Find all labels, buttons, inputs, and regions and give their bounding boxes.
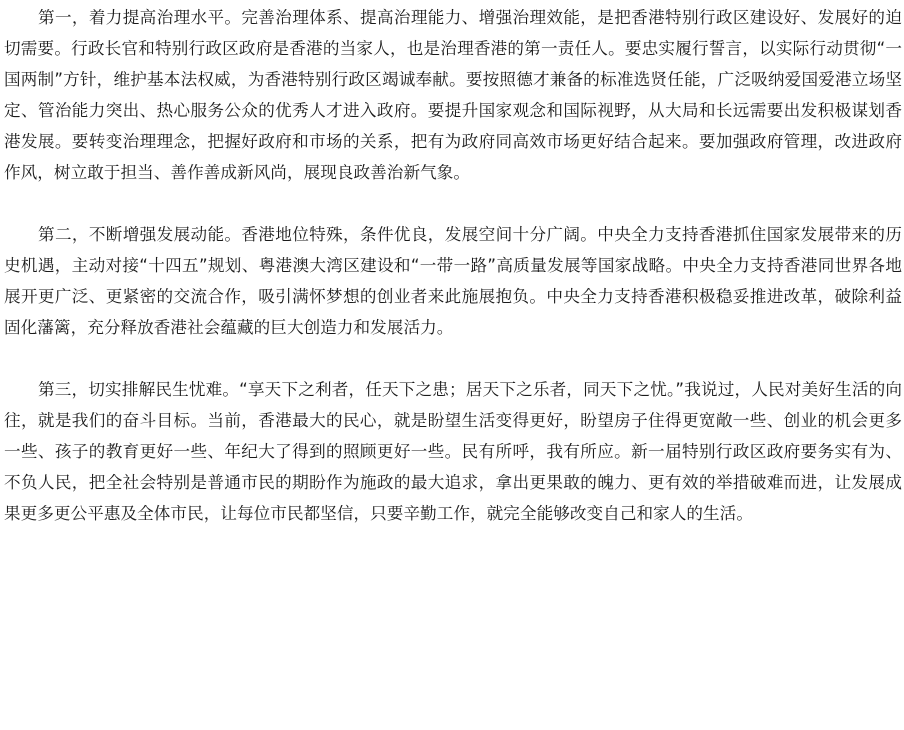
- paragraph-3: 第三，切实排解民生忧难。“享天下之利者，任天下之患；居天下之乐者，同天下之忧。”我说过，人民对美好生活的向往，就是我们的奋斗目标。当前，香港最大的民心，就是盼望生活变得更好，盼望房子住得更宽敞一些、创业的机会更多一些、孩子的教育更好一些、年纪大了得到的照顾更好一些。民有所呼，我有所应。新一届特别行政区政府要务实有为、不负人民，把全社会特别是普通市民的期盼作为施政的最大追求，拿出更果敢的魄力、更有效的举措破难而进，让发展成果更多更公平惠及全体市民，让每位市民都坚信，只要辛勤工作，就完全能够改变自己和家人的生活。: [4, 380, 902, 523]
- paragraph-2: 第二，不断增强发展动能。香港地位特殊，条件优良，发展空间十分广阔。中央全力支持香港抓住国家发展带来的历史机遇，主动对接“十四五”规划、粤港澳大湾区建设和“一带一路”高质量发展等国家战略。中央全力支持香港同世界各地展开更广泛、更紧密的交流合作，吸引满怀梦想的创业者来此施展抱负。中央全力支持香港积极稳妥推进改革，破除利益固化藩篱，充分释放香港社会蕴藏的巨大创造力和发展活力。: [4, 225, 902, 337]
- paragraph-1: 第一，着力提高治理水平。完善治理体系、提高治理能力、增强治理效能，是把香港特别行政区建设好、发展好的迫切需要。行政长官和特别行政区政府是香港的当家人，也是治理香港的第一责任人。要忠实履行誓言，以实际行动贯彻“一国两制”方针，维护基本法权威，为香港特别行政区竭诚奉献。要按照德才兼备的标准选贤任能，广泛吸纳爱国爱港立场坚定、管治能力突出、热心服务公众的优秀人才进入政府。要提升国家观念和国际视野，从大局和长远需要出发积极谋划香港发展。要转变治理理念，把握好政府和市场的关系，把有为政府同高效市场更好结合起来。要加强政府管理，改进政府作风，树立敢于担当、善作善成新风尚，展现良政善治新气象。: [4, 8, 902, 182]
